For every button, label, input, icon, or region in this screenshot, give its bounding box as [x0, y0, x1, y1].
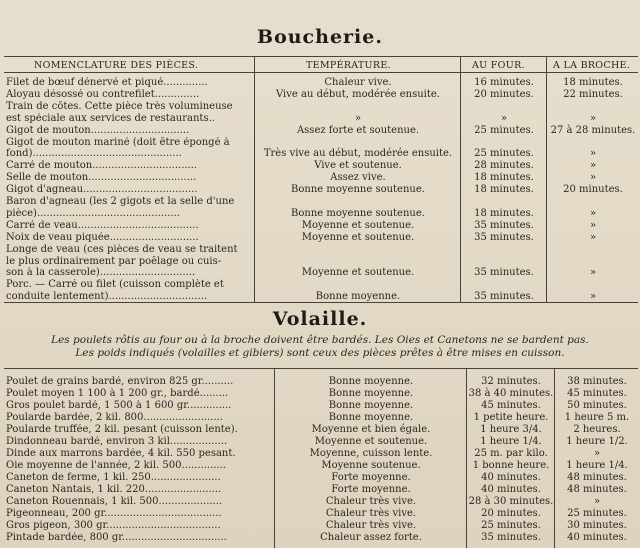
table-row	[0, 376, 640, 387]
table-row	[0, 532, 640, 543]
piece-name: son à la casserole)..............................	[6, 267, 196, 279]
piece-name: Noix de veau piquée............................	[6, 231, 199, 243]
table-row	[0, 137, 640, 148]
piece-name: pièce).............................................	[6, 207, 180, 219]
a-la-broche-cell: »	[589, 231, 597, 243]
volaille-intro-line-1: Les poulets rôtis au four ou à la broche doivent être bardés. Les Oies et Canetons ne se bardent pas.	[51, 334, 589, 346]
au-four-cell: 35 minutes.	[474, 219, 534, 231]
table-row	[0, 412, 640, 423]
bird-name: Gros pigeon, 300 gr....................................	[6, 520, 221, 531]
temperature-cell: Bonne moyenne.	[328, 400, 414, 411]
a-la-broche-cell: »	[589, 112, 597, 124]
table-row	[0, 184, 640, 195]
temperature-cell: Vive au début, modérée ensuite.	[276, 88, 440, 100]
piece-name: Aloyau désossé ou contrefilet..............	[6, 88, 200, 100]
temperature-cell: Assez vive.	[330, 172, 386, 184]
a-la-broche-cell: 1 heure 1/4.	[566, 460, 628, 471]
temperature-cell: Forte moyenne.	[331, 472, 411, 483]
temperature-cell: Chaleur très vive.	[325, 508, 417, 519]
table-row	[0, 148, 640, 159]
au-four-cell: 18 minutes.	[474, 184, 534, 196]
au-four-cell: 25 minutes.	[481, 520, 541, 531]
au-four-cell: 40 minutes.	[481, 472, 541, 483]
bird-name: Pigeonneau, 200 gr.....................................	[6, 508, 222, 519]
piece-name: Filet de bœuf dénervé et piqué..............	[6, 77, 208, 88]
a-la-broche-cell: 20 minutes.	[563, 184, 623, 196]
piece-name: Gigot de mouton...............................	[6, 124, 190, 136]
table-row	[0, 496, 640, 507]
a-la-broche-cell: 1 heure 5 m.	[564, 412, 630, 423]
a-la-broche-cell: »	[589, 148, 597, 160]
temperature-cell: Moyenne et soutenue.	[301, 231, 415, 243]
table-row	[0, 520, 640, 531]
a-la-broche-cell: »	[589, 160, 597, 172]
temperature-cell: Moyenne et soutenue.	[314, 436, 428, 447]
piece-name: conduite lentement)...............................	[6, 291, 208, 303]
bird-name: Dinde aux marrons bardée, 4 kil. 550 pesant.	[6, 448, 236, 459]
temperature-cell: Bonne moyenne soutenue.	[291, 207, 425, 219]
table-row	[0, 89, 640, 100]
a-la-broche-cell: 38 minutes.	[567, 376, 627, 387]
au-four-cell: 35 minutes.	[474, 267, 534, 279]
bird-name: Poularde bardée, 2 kil. 800.........................	[6, 412, 223, 423]
a-la-broche-cell: »	[589, 172, 597, 184]
au-four-cell: 40 minutes.	[481, 484, 541, 495]
au-four-cell: 35 minutes.	[474, 291, 534, 303]
bird-name: Oie moyenne de l'année, 2 kil. 500..............	[6, 460, 226, 471]
au-four-cell: »	[500, 112, 508, 124]
bird-name: Dindonneau bardé, environ 3 kil..................	[6, 436, 228, 447]
piece-name: fond)...............................................	[6, 148, 182, 160]
piece-name: le plus ordinairement par poêlage ou cuis-	[6, 255, 222, 267]
piece-name: Train de côtes. Cette pièce très volumineuse	[6, 100, 233, 112]
temperature-cell: Bonne moyenne soutenue.	[291, 184, 425, 196]
bird-name: Poulet de grains bardé, environ 825 gr..........	[6, 376, 234, 387]
a-la-broche-cell: »	[593, 448, 601, 459]
a-la-broche-cell: »	[589, 219, 597, 231]
au-four-cell: 20 minutes.	[474, 88, 534, 100]
a-la-broche-cell: 22 minutes.	[563, 88, 623, 100]
bird-name: Caneton Rouennais, 1 kil. 500....................	[6, 496, 223, 507]
a-la-broche-cell: 1 heure 1/2.	[566, 436, 628, 447]
piece-name: est spéciale aux services de restaurants..	[6, 112, 215, 124]
volaille-top-rule	[4, 368, 638, 369]
a-la-broche-cell: 2 heures.	[573, 424, 621, 435]
au-four-cell: 18 minutes.	[474, 172, 534, 184]
au-four-cell: 20 minutes.	[481, 508, 541, 519]
temperature-cell: Moyenne et soutenue.	[301, 267, 415, 279]
table-row	[0, 220, 640, 231]
piece-name: Baron d'agneau (les 2 gigots et la selle d'une	[6, 196, 235, 207]
a-la-broche-cell: 30 minutes.	[567, 520, 627, 531]
table-row	[0, 424, 640, 435]
au-four-cell: 25 minutes.	[474, 148, 534, 160]
a-la-broche-cell: 45 minutes.	[567, 388, 627, 399]
table-row	[0, 160, 640, 171]
temperature-cell: Bonne moyenne.	[328, 412, 414, 423]
temperature-cell: Chaleur très vive.	[325, 496, 417, 507]
table-row	[0, 125, 640, 136]
table-row	[0, 472, 640, 483]
au-four-cell: 32 minutes.	[481, 376, 541, 387]
au-four-cell: 35 minutes.	[481, 532, 541, 543]
a-la-broche-cell: 40 minutes.	[567, 532, 627, 543]
table-row	[0, 279, 640, 290]
temperature-cell: Très vive au début, modérée ensuite.	[263, 148, 453, 160]
a-la-broche-cell: »	[589, 267, 597, 279]
piece-name: Longe de veau (ces pièces de veau se traitent	[6, 243, 238, 255]
table-row	[0, 388, 640, 399]
au-four-cell: 38 à 40 minutes.	[468, 388, 554, 399]
temperature-cell: Moyenne et bien égale.	[311, 424, 431, 435]
temperature-cell: Forte moyenne.	[331, 484, 411, 495]
a-la-broche-cell: 48 minutes.	[567, 484, 627, 495]
table-row	[0, 436, 640, 447]
table-row	[0, 244, 640, 255]
table-row	[0, 460, 640, 471]
a-la-broche-cell: 25 minutes.	[567, 508, 627, 519]
temperature-cell: »	[354, 112, 362, 124]
bird-name: Poulet moyen 1 100 à 1 200 gr., bardé.........	[6, 388, 229, 399]
au-four-cell: 28 à 30 minutes.	[468, 496, 554, 507]
header-nomenclature: NOMENCLATURE DES PIÈCES.	[34, 60, 199, 71]
table-row	[0, 196, 640, 207]
temperature-cell: Bonne moyenne.	[328, 388, 414, 399]
bird-name: Caneton Nantais, 1 kil. 220........................	[6, 484, 222, 495]
table-row	[0, 484, 640, 495]
table-row	[0, 77, 640, 88]
header-a-la-broche: A LA BROCHE.	[553, 60, 631, 71]
temperature-cell: Assez forte et soutenue.	[296, 124, 420, 136]
a-la-broche-cell: 27 à 28 minutes.	[550, 124, 636, 136]
piece-name: Porc. — Carré ou filet (cuisson complète et	[6, 279, 224, 291]
boucherie-title: Boucherie.	[257, 26, 383, 48]
bird-name: Pintade bardée, 800 gr.................................	[6, 532, 227, 543]
temperature-cell: Chaleur très vive.	[325, 520, 417, 531]
table-row	[0, 232, 640, 243]
a-la-broche-cell: 48 minutes.	[567, 472, 627, 483]
a-la-broche-cell: 50 minutes.	[567, 400, 627, 411]
table-row	[0, 400, 640, 411]
temperature-cell: Chaleur vive.	[324, 77, 392, 88]
table-row	[0, 508, 640, 519]
au-four-cell: 1 heure 1/4.	[480, 436, 542, 447]
au-four-cell: 35 minutes.	[474, 231, 534, 243]
header-bottom-rule	[4, 72, 638, 73]
table-row	[0, 256, 640, 267]
temperature-cell: Moyenne et soutenue.	[301, 219, 415, 231]
table-row	[0, 267, 640, 278]
table-top-rule	[4, 56, 638, 57]
piece-name: Selle de mouton..................................	[6, 172, 197, 184]
volaille-title: Volaille.	[272, 308, 368, 330]
au-four-cell: 1 petite heure.	[473, 412, 549, 423]
header-temperature: TEMPÉRATURE.	[306, 60, 391, 71]
table-row	[0, 291, 640, 302]
au-four-cell: 25 minutes.	[474, 124, 534, 136]
piece-name: Carré de veau......................................	[6, 219, 199, 231]
bird-name: Gros poulet bardé, 1 500 à 1 600 gr..............	[6, 400, 232, 411]
table-row	[0, 101, 640, 112]
piece-name: Gigot de mouton mariné (doit être épongé à	[6, 136, 230, 148]
table-row	[0, 208, 640, 219]
bird-name: Poularde truffée, 2 kil. pesant (cuisson lente).	[6, 424, 238, 435]
a-la-broche-cell: »	[593, 496, 601, 507]
au-four-cell: 45 minutes.	[481, 400, 541, 411]
au-four-cell: 25 m. par kilo.	[474, 448, 548, 459]
piece-name: Gigot d'agneau....................................	[6, 184, 198, 196]
header-au-four: AU FOUR.	[472, 60, 525, 71]
temperature-cell: Bonne moyenne.	[328, 376, 414, 387]
au-four-cell: 18 minutes.	[474, 207, 534, 219]
temperature-cell: Chaleur assez forte.	[320, 532, 422, 543]
a-la-broche-cell: »	[589, 291, 597, 303]
temperature-cell: Moyenne, cuisson lente.	[309, 448, 433, 459]
au-four-cell: 1 bonne heure.	[472, 460, 550, 471]
piece-name: Carré de mouton.................................	[6, 160, 198, 172]
a-la-broche-cell: 18 minutes.	[563, 77, 623, 88]
table-row	[0, 172, 640, 183]
au-four-cell: 16 minutes.	[474, 77, 534, 88]
table-row	[0, 448, 640, 459]
au-four-cell: 28 minutes.	[474, 160, 534, 172]
bird-name: Caneton de ferme, 1 kil. 250......................	[6, 472, 221, 483]
table-row	[0, 113, 640, 124]
volaille-intro-line-2: Les poids indiqués (volailles et gibiers) sont ceux des pièces prêtes à être mises en cuisson.	[75, 347, 565, 359]
temperature-cell: Vive et soutenue.	[314, 160, 402, 172]
temperature-cell: Bonne moyenne.	[315, 291, 401, 303]
a-la-broche-cell: »	[589, 207, 597, 219]
temperature-cell: Moyenne soutenue.	[321, 460, 421, 471]
au-four-cell: 1 heure 3/4.	[480, 424, 542, 435]
